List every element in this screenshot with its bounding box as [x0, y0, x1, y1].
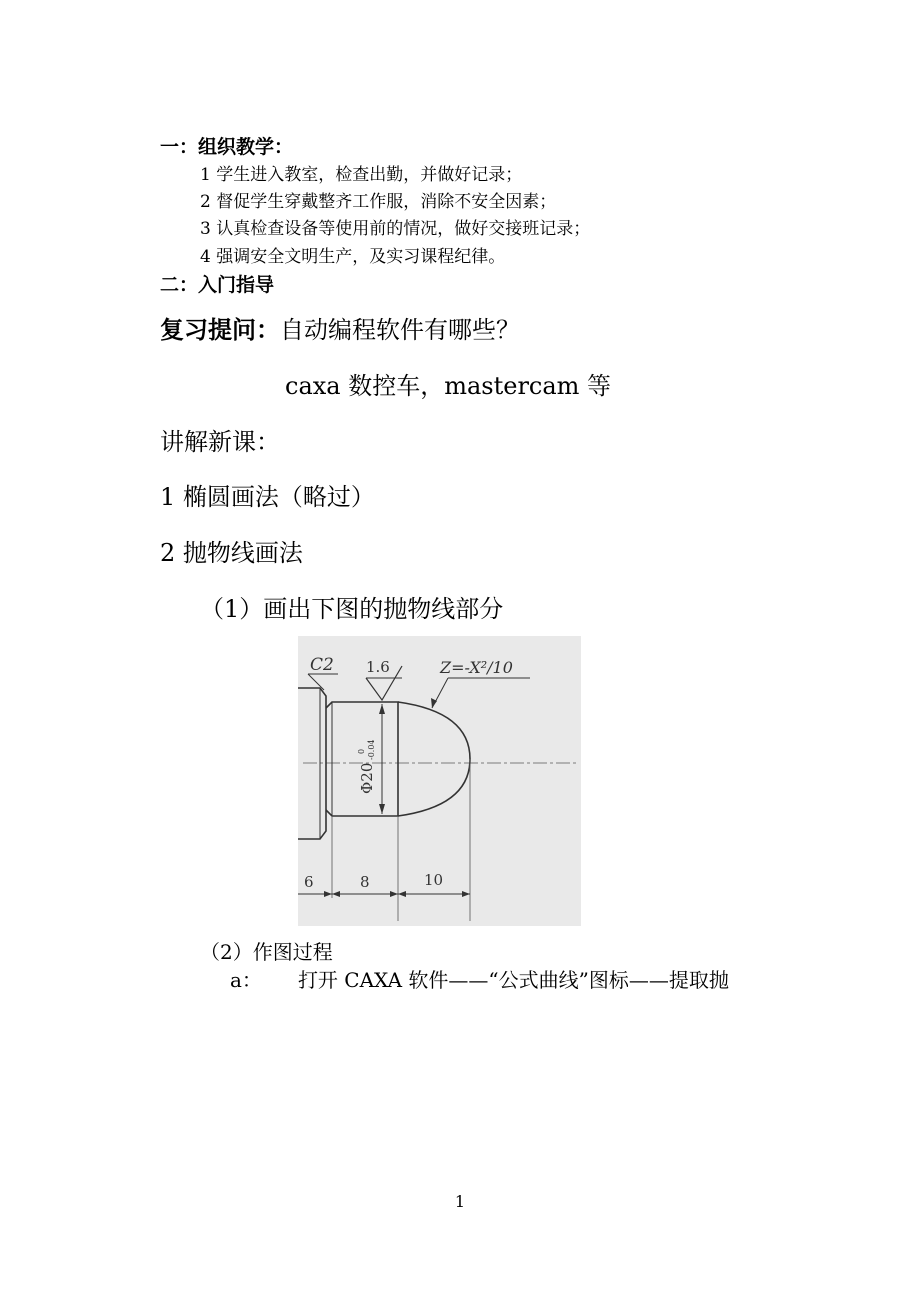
review-question: 自动编程软件有哪些？ — [280, 316, 520, 344]
topic-parabola: 2 抛物线画法 — [160, 539, 303, 567]
roughness-label: 1.6 — [366, 658, 390, 676]
diameter-label: Φ20 — [358, 762, 376, 794]
review-answer: caxa 数控车，mastercam 等 — [285, 372, 612, 400]
step-a-text: 打开 CAXA 软件——“公式曲线”图标——提取抛 — [297, 968, 729, 992]
topic-ellipse: 1 椭圆画法（略过） — [160, 483, 375, 511]
section1-item-1: 1 学生进入教室，检查出勤，并做好记录； — [200, 165, 523, 185]
dim-label-10: 10 — [424, 871, 444, 889]
review-label: 复习提问： — [160, 316, 280, 344]
dim-label-8: 8 — [360, 873, 370, 891]
review-line — [160, 310, 520, 345]
section2-heading: 二：入门指导 — [160, 274, 275, 296]
section1-item-3: 3 认真检查设备等使用前的情况，做好交接班记录； — [200, 219, 591, 239]
step-1: （1）画出下图的抛物线部分 — [200, 595, 504, 623]
section1-item-4: 4 强调安全文明生产，及实习课程纪律。 — [200, 247, 506, 267]
step-2: （2）作图过程 — [200, 940, 333, 964]
parabola-part-drawing — [298, 636, 581, 926]
new-lesson-title: 讲解新课： — [160, 428, 280, 456]
section1-item-2: 2 督促学生穿戴整齐工作服，消除不安全因素； — [200, 192, 557, 212]
step-a — [230, 964, 729, 993]
step-a-label: a： — [230, 968, 262, 992]
dim-label-6: 6 — [304, 873, 314, 891]
page-number: 1 — [454, 1192, 466, 1211]
tolerance-upper: 0 — [357, 748, 366, 754]
section1-heading: 一：组织教学： — [160, 136, 294, 158]
formula-label: Z=-X²/10 — [440, 658, 513, 677]
tolerance-lower: -0.04 — [367, 739, 376, 760]
chamfer-label: C2 — [310, 655, 334, 675]
